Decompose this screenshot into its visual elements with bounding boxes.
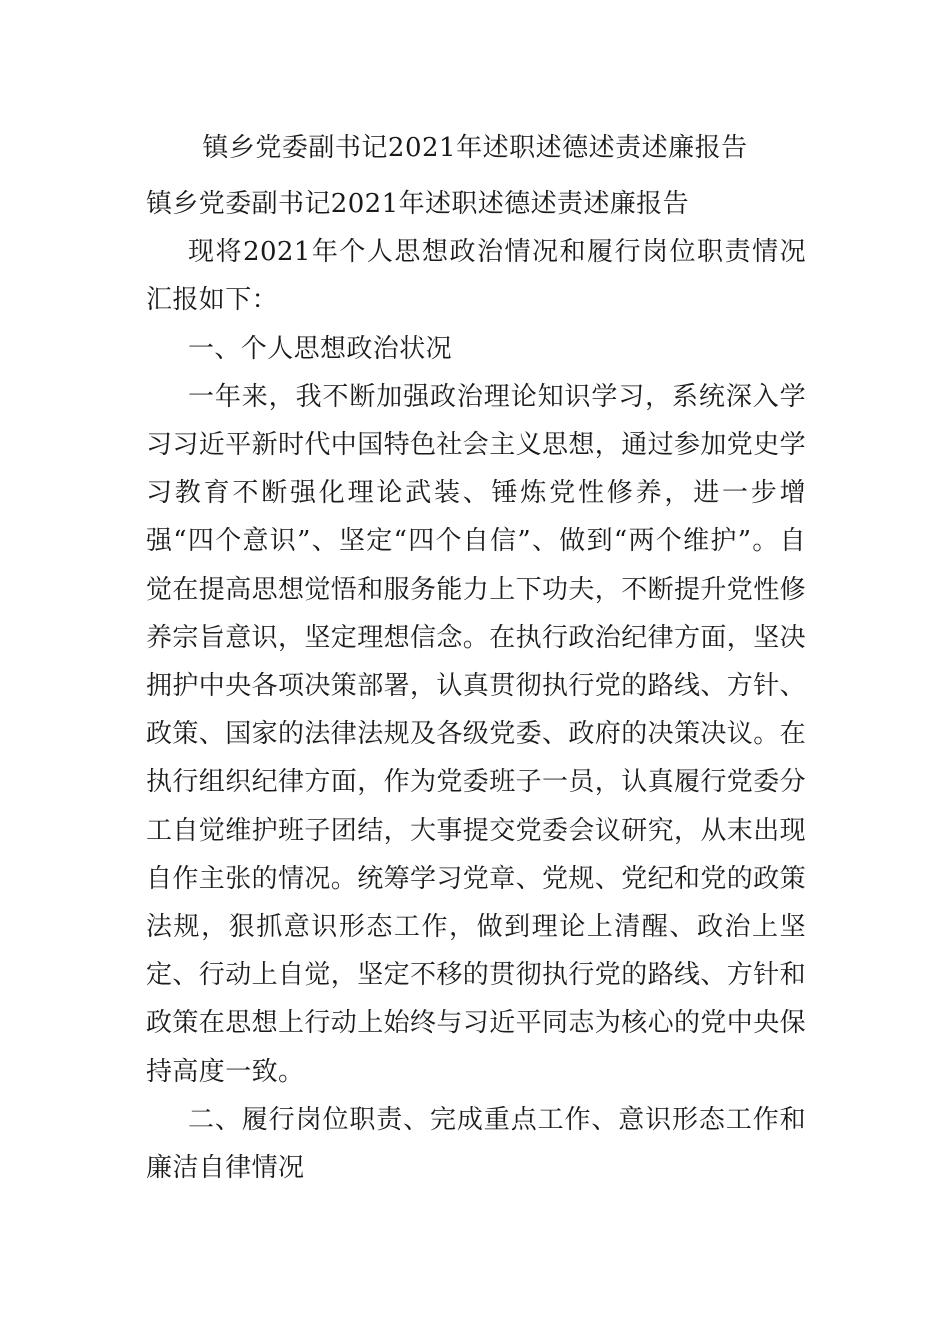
section-1-paragraph: 一年来，我不断加强政治理论知识学习，系统深入学习习近平新时代中国特色社会主义思想，通过参加党史学习教育不断强化理论武装、锤炼党性修养，进一步增强“四个意识”、坚定“四个自信”、做到“两个维护”。自觉在提高思想觉悟和服务能力上下功夫，不断提升党性修养宗旨意识，坚定理想信念。在执行政治纪律方面，坚决拥护中央各项决策部署，认真贯彻执行党的路线、方针、政策、国家的法律法规及各级党委、政府的决策决议。在执行组织纪律方面，作为党委班子一员，认真履行党委分工自觉维护班子团结，大事提交党委会议研究，从末出现自作主张的情况。统筹学习党章、党规、党纪和党的政策法规，狠抓意识形态工作，做到理论上清醒、政治上坚定、行动上自觉，坚定不移的贯彻执行党的路线、方针和政策在思想上行动上始终与习近平同志为核心的党中央保持高度一致。 [146, 381, 807, 1087]
document-body [146, 180, 806, 1192]
intro-paragraph: 现将2021年个人思想政治情况和履行岗位职责情况汇报如下： [146, 237, 806, 316]
section-heading-1: 一、个人思想政治状况 [188, 333, 453, 364]
section-heading-2: 二、履行岗位职责、完成重点工作、意识形态工作和廉洁自律情况 [146, 1104, 806, 1184]
body-title-line: 镇乡党委副书记2021年述职述德述责述廉报告 [146, 189, 689, 219]
document-title: 镇乡党委副书记2021年述职述德述责述廉报告 [202, 133, 748, 163]
